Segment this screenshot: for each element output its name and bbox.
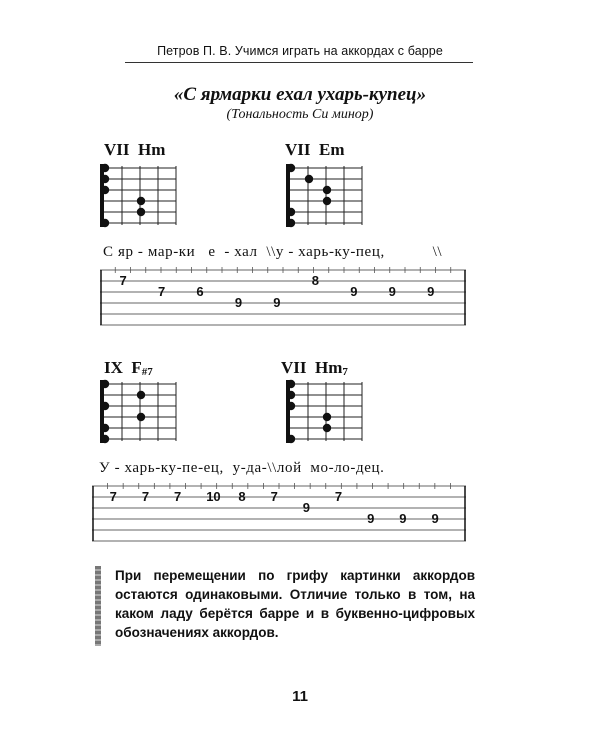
chord-2-label	[285, 140, 345, 160]
tab-fret-number: 8	[238, 489, 246, 504]
tab-staff-1	[100, 264, 466, 334]
finger-dot	[305, 175, 313, 183]
finger-dot	[287, 219, 295, 227]
chord-3-label	[104, 358, 153, 378]
chord-3-diagram	[96, 376, 196, 452]
chord-4-position: VII	[281, 358, 307, 377]
chord-1-diagram	[96, 160, 196, 236]
tab-fret-number: 7	[270, 489, 278, 504]
barre-line	[286, 164, 290, 227]
finger-dot	[101, 186, 109, 194]
chord-1-name: Hm	[138, 140, 166, 159]
note-bar	[95, 566, 101, 646]
finger-dot	[137, 197, 145, 205]
tab-fret-number: 9	[302, 500, 310, 515]
chord-3-name: F	[131, 358, 142, 377]
finger-dot	[323, 197, 331, 205]
lyrics-line-1: С яр - мар-ки е - хал \\у - харь-ку-пец, \\	[103, 244, 443, 260]
finger-dot	[287, 208, 295, 216]
tab-fret-number: 9	[431, 511, 439, 526]
tab-fret-number: 9	[399, 511, 407, 526]
song-title: «С ярмарки ехал ухарь-купец»	[173, 84, 427, 105]
tab-fret-number: 9	[350, 284, 358, 299]
chord-3-position: IX	[104, 358, 123, 377]
chord-2-name: Em	[319, 140, 345, 159]
finger-dot	[101, 164, 109, 172]
finger-dot	[323, 424, 331, 432]
running-header: Петров П. В. Учимся играть на аккордах с барре	[157, 44, 443, 58]
tab-fret-number: 9	[234, 295, 243, 310]
tab-fret-number: 7	[174, 489, 182, 504]
tab-fret-number: 6	[196, 284, 204, 299]
chord-1-position: VII	[104, 140, 130, 159]
finger-dot	[101, 424, 109, 432]
finger-dot	[137, 391, 145, 399]
page-number: 11	[292, 688, 308, 705]
tab-fret-number: 7	[119, 273, 127, 288]
finger-dot	[323, 413, 331, 421]
tab-fret-number: 10	[206, 489, 221, 504]
barre-line	[100, 380, 104, 443]
lyrics-line-2: У - харь-ку-пе-ец, у-да-\\лой мо-ло-дец.	[99, 460, 385, 476]
finger-dot	[101, 380, 109, 388]
finger-dot	[287, 402, 295, 410]
note-text: При перемещении по грифу картинки аккордов остаются одинаковыми. Отличие только в том, на каком ладу берётся барре и в буквенно-цифровых обозначениях аккордов.	[115, 568, 475, 640]
tab-fret-number: 8	[311, 273, 319, 288]
finger-dot	[287, 164, 295, 172]
tab-fret-number: 7	[157, 284, 166, 299]
chord-4-label	[281, 358, 348, 378]
finger-dot	[101, 402, 109, 410]
finger-dot	[137, 208, 145, 216]
song-key: (Тональность Си минор)	[226, 107, 374, 122]
finger-dot	[323, 186, 331, 194]
chord-1-label	[104, 140, 165, 160]
finger-dot	[287, 380, 295, 388]
tab-fret-number: 7	[109, 489, 117, 504]
finger-dot	[137, 413, 145, 421]
tab-fret-number: 7	[334, 489, 343, 504]
finger-dot	[101, 175, 109, 183]
tab-fret-number: 7	[141, 489, 150, 504]
chord-2-diagram	[282, 160, 382, 236]
finger-dot	[101, 219, 109, 227]
tab-fret-number: 9	[367, 511, 375, 526]
finger-dot	[287, 391, 295, 399]
tab-staff-2	[92, 480, 466, 550]
header-rule	[125, 62, 473, 63]
finger-dot	[287, 435, 295, 443]
finger-dot	[101, 435, 109, 443]
chord-3-suffix: #7	[141, 366, 153, 378]
tab-fret-number: 9	[388, 284, 396, 299]
barre-line	[286, 380, 290, 443]
tab-fret-number: 9	[427, 284, 435, 299]
chord-4-diagram	[282, 376, 382, 452]
tab-fret-number: 9	[273, 295, 281, 310]
barre-line	[100, 164, 104, 227]
chord-4-name: Hm	[315, 358, 343, 377]
note-box	[95, 566, 475, 646]
chord-4-suffix: 7	[342, 366, 348, 378]
chord-2-position: VII	[285, 140, 311, 159]
